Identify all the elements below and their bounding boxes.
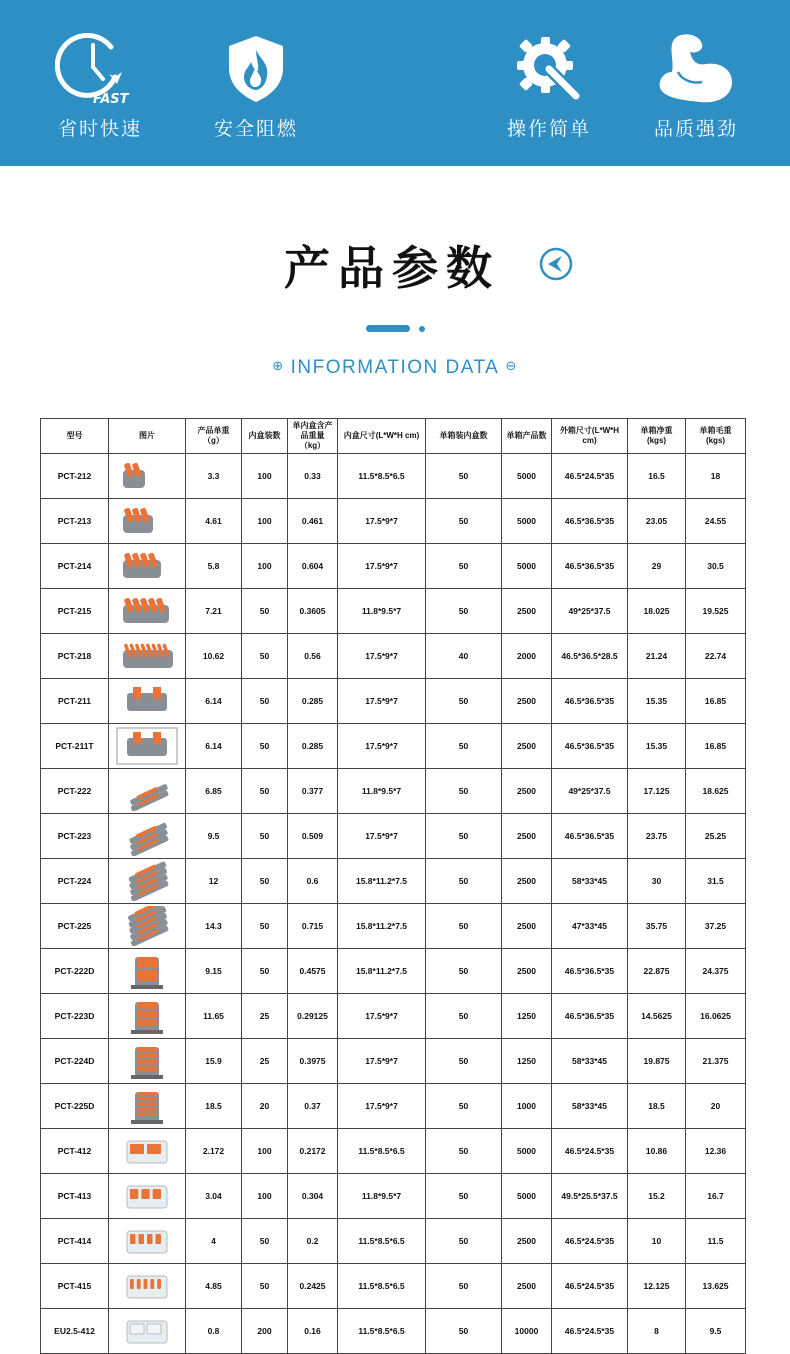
cell-gross: 22.74	[686, 634, 746, 679]
cell-carton-size: 47*33*45	[552, 904, 628, 949]
product-image	[109, 1309, 186, 1354]
subtitle-text: INFORMATION DATA	[290, 357, 500, 378]
cell-model: PCT-223	[41, 814, 109, 859]
cell-inner-weight: 0.33	[288, 454, 338, 499]
product-image	[109, 1084, 186, 1129]
cell-inner-qty: 100	[242, 1174, 288, 1219]
cell-boxes: 50	[426, 544, 502, 589]
table-row	[41, 679, 746, 724]
cell-inner-weight: 0.461	[288, 499, 338, 544]
cell-boxes: 50	[426, 949, 502, 994]
cell-boxes: 40	[426, 634, 502, 679]
cell-carton-size: 46.5*36.5*35	[552, 994, 628, 1039]
cell-model: EU2.5-412	[41, 1309, 109, 1354]
cell-carton-qty: 5000	[502, 544, 552, 589]
column-header: 产品单重 （g）	[186, 419, 242, 454]
product-image	[109, 544, 186, 589]
feature-fireproof	[196, 34, 316, 141]
cell-inner-size: 17.5*9*7	[338, 724, 426, 769]
cell-carton-qty: 2000	[502, 634, 552, 679]
cell-model: PCT-412	[41, 1129, 109, 1174]
cell-inner-qty: 50	[242, 724, 288, 769]
cell-net: 23.05	[628, 499, 686, 544]
cell-gross: 21.375	[686, 1039, 746, 1084]
table-row	[41, 994, 746, 1039]
cell-inner-qty: 50	[242, 904, 288, 949]
table-header-row	[41, 419, 746, 454]
table-row	[41, 1174, 746, 1219]
arrow-left-icon	[538, 246, 574, 282]
cell-gross: 30.5	[686, 544, 746, 589]
cell-model: PCT-414	[41, 1219, 109, 1264]
product-image	[109, 1129, 186, 1174]
cell-inner-size: 17.5*9*7	[338, 994, 426, 1039]
cell-inner-weight: 0.6	[288, 859, 338, 904]
cell-inner-size: 15.8*11.2*7.5	[338, 904, 426, 949]
column-header: 图片	[109, 419, 186, 454]
cell-model: PCT-222	[41, 769, 109, 814]
cell-carton-size: 46.5*36.5*28.5	[552, 634, 628, 679]
product-spec-table	[40, 418, 746, 1354]
cell-gross: 13.625	[686, 1264, 746, 1309]
cell-gross: 11.5	[686, 1219, 746, 1264]
cell-net: 15.2	[628, 1174, 686, 1219]
cell-boxes: 50	[426, 1174, 502, 1219]
cell-boxes: 50	[426, 1129, 502, 1174]
cell-weight: 5.8	[186, 544, 242, 589]
cell-inner-size: 11.5*8.5*6.5	[338, 1129, 426, 1174]
muscle-arm-icon	[636, 34, 756, 104]
cell-weight: 15.9	[186, 1039, 242, 1084]
cell-inner-weight: 0.715	[288, 904, 338, 949]
cell-gross: 24.55	[686, 499, 746, 544]
cell-carton-qty: 5000	[502, 499, 552, 544]
cell-inner-qty: 50	[242, 589, 288, 634]
divider-dot	[419, 326, 425, 332]
cell-model: PCT-222D	[41, 949, 109, 994]
table-row	[41, 1264, 746, 1309]
cell-weight: 0.8	[186, 1309, 242, 1354]
product-image	[109, 679, 186, 724]
cell-inner-qty: 20	[242, 1084, 288, 1129]
column-header: 单箱装内盒数	[426, 419, 502, 454]
cell-carton-size: 46.5*36.5*35	[552, 679, 628, 724]
product-image	[109, 1174, 186, 1219]
cell-inner-qty: 100	[242, 454, 288, 499]
cell-carton-qty: 2500	[502, 724, 552, 769]
cell-inner-size: 17.5*9*7	[338, 1039, 426, 1084]
cell-weight: 6.14	[186, 724, 242, 769]
cell-weight: 2.172	[186, 1129, 242, 1174]
cell-inner-qty: 100	[242, 1129, 288, 1174]
cell-carton-size: 49*25*37.5	[552, 769, 628, 814]
cell-gross: 16.85	[686, 724, 746, 769]
cell-boxes: 50	[426, 724, 502, 769]
cell-carton-qty: 2500	[502, 1264, 552, 1309]
product-image	[109, 634, 186, 679]
cell-weight: 9.15	[186, 949, 242, 994]
cell-carton-size: 46.5*36.5*35	[552, 499, 628, 544]
cell-boxes: 50	[426, 904, 502, 949]
table-row	[41, 454, 746, 499]
cell-gross: 31.5	[686, 859, 746, 904]
table-row	[41, 769, 746, 814]
cell-gross: 20	[686, 1084, 746, 1129]
feature-label: 安全阻燃	[213, 118, 298, 140]
cell-carton-size: 49*25*37.5	[552, 589, 628, 634]
cell-net: 19.875	[628, 1039, 686, 1084]
cell-boxes: 50	[426, 499, 502, 544]
cell-inner-weight: 0.29125	[288, 994, 338, 1039]
cell-boxes: 50	[426, 454, 502, 499]
cell-inner-weight: 0.37	[288, 1084, 338, 1129]
subtitle	[0, 357, 790, 379]
product-image	[109, 1219, 186, 1264]
cell-weight: 4.61	[186, 499, 242, 544]
table-row	[41, 724, 746, 769]
cell-weight: 6.14	[186, 679, 242, 724]
table-row	[41, 499, 746, 544]
cell-carton-qty: 2500	[502, 769, 552, 814]
cell-inner-qty: 50	[242, 634, 288, 679]
cell-inner-size: 17.5*9*7	[338, 634, 426, 679]
product-image	[109, 904, 186, 949]
cell-model: PCT-211T	[41, 724, 109, 769]
product-image	[109, 454, 186, 499]
column-header: 单箱毛重 (kgs)	[686, 419, 746, 454]
cell-inner-size: 17.5*9*7	[338, 679, 426, 724]
cell-net: 15.35	[628, 679, 686, 724]
column-header: 内盒装数	[242, 419, 288, 454]
cell-inner-qty: 50	[242, 1264, 288, 1309]
cell-carton-qty: 2500	[502, 949, 552, 994]
cell-carton-size: 46.5*36.5*35	[552, 544, 628, 589]
cell-inner-weight: 0.285	[288, 679, 338, 724]
cell-inner-weight: 0.509	[288, 814, 338, 859]
column-header: 单箱净重 (kgs)	[628, 419, 686, 454]
cell-inner-qty: 200	[242, 1309, 288, 1354]
cell-carton-size: 46.5*24.5*35	[552, 1309, 628, 1354]
svg-text:FAST: FAST	[93, 92, 129, 105]
product-image	[109, 859, 186, 904]
cell-net: 22.875	[628, 949, 686, 994]
feature-fast	[40, 34, 160, 141]
cell-net: 10	[628, 1219, 686, 1264]
table-row	[41, 949, 746, 994]
cell-weight: 18.5	[186, 1084, 242, 1129]
cell-gross: 18	[686, 454, 746, 499]
cell-carton-qty: 1250	[502, 994, 552, 1039]
cell-net: 35.75	[628, 904, 686, 949]
cell-gross: 18.625	[686, 769, 746, 814]
cell-model: PCT-413	[41, 1174, 109, 1219]
cell-gross: 16.7	[686, 1174, 746, 1219]
table-row	[41, 814, 746, 859]
cell-net: 18.5	[628, 1084, 686, 1129]
cell-boxes: 50	[426, 1219, 502, 1264]
cell-carton-qty: 2500	[502, 589, 552, 634]
column-header: 型号	[41, 419, 109, 454]
cell-carton-qty: 2500	[502, 859, 552, 904]
cell-carton-qty: 2500	[502, 1219, 552, 1264]
cell-inner-qty: 50	[242, 949, 288, 994]
cell-inner-qty: 100	[242, 499, 288, 544]
column-header: 单内盒含产品重量 （kg）	[288, 419, 338, 454]
cell-weight: 3.04	[186, 1174, 242, 1219]
cell-net: 8	[628, 1309, 686, 1354]
cell-inner-weight: 0.3975	[288, 1039, 338, 1084]
divider-bar	[366, 325, 410, 332]
table-row	[41, 904, 746, 949]
cell-inner-weight: 0.285	[288, 724, 338, 769]
cell-gross: 25.25	[686, 814, 746, 859]
cell-carton-size: 46.5*24.5*35	[552, 1129, 628, 1174]
table-row	[41, 544, 746, 589]
plus-circle-icon: ⊕	[272, 357, 285, 373]
cell-carton-qty: 5000	[502, 1174, 552, 1219]
cell-carton-size: 46.5*24.5*35	[552, 1264, 628, 1309]
cell-inner-qty: 50	[242, 859, 288, 904]
cell-weight: 14.3	[186, 904, 242, 949]
cell-model: PCT-223D	[41, 994, 109, 1039]
cell-carton-qty: 1000	[502, 1084, 552, 1129]
cell-inner-weight: 0.2425	[288, 1264, 338, 1309]
cell-inner-size: 11.8*9.5*7	[338, 589, 426, 634]
feature-quality	[636, 34, 756, 141]
cell-model: PCT-225D	[41, 1084, 109, 1129]
cell-inner-weight: 0.4575	[288, 949, 338, 994]
cell-weight: 4.85	[186, 1264, 242, 1309]
cell-carton-qty: 2500	[502, 679, 552, 724]
cell-carton-size: 46.5*36.5*35	[552, 814, 628, 859]
table-row	[41, 634, 746, 679]
cell-inner-size: 17.5*9*7	[338, 814, 426, 859]
feature-label: 省时快速	[57, 118, 142, 140]
cell-carton-size: 58*33*45	[552, 1084, 628, 1129]
cell-net: 10.86	[628, 1129, 686, 1174]
cell-weight: 3.3	[186, 454, 242, 499]
cell-gross: 12.36	[686, 1129, 746, 1174]
cell-boxes: 50	[426, 859, 502, 904]
cell-carton-qty: 2500	[502, 814, 552, 859]
wrench-gear-icon	[489, 34, 609, 104]
cell-model: PCT-212	[41, 454, 109, 499]
cell-inner-qty: 25	[242, 1039, 288, 1084]
cell-boxes: 50	[426, 679, 502, 724]
cell-inner-qty: 50	[242, 1219, 288, 1264]
cell-carton-size: 46.5*24.5*35	[552, 454, 628, 499]
cell-inner-weight: 0.377	[288, 769, 338, 814]
cell-model: PCT-415	[41, 1264, 109, 1309]
cell-model: PCT-224D	[41, 1039, 109, 1084]
cell-carton-qty: 2500	[502, 904, 552, 949]
table-row	[41, 1219, 746, 1264]
table-row	[41, 859, 746, 904]
cell-carton-qty: 1250	[502, 1039, 552, 1084]
table-row	[41, 1309, 746, 1354]
cell-net: 15.35	[628, 724, 686, 769]
cell-net: 21.24	[628, 634, 686, 679]
cell-inner-size: 15.8*11.2*7.5	[338, 859, 426, 904]
column-header: 外箱尺寸(L*W*H cm)	[552, 419, 628, 454]
cell-boxes: 50	[426, 994, 502, 1039]
table-row	[41, 1129, 746, 1174]
cell-net: 30	[628, 859, 686, 904]
cell-carton-qty: 10000	[502, 1309, 552, 1354]
column-header: 内盒尺寸(L*W*H cm)	[338, 419, 426, 454]
cell-gross: 16.85	[686, 679, 746, 724]
cell-inner-weight: 0.604	[288, 544, 338, 589]
column-header: 单箱产品数	[502, 419, 552, 454]
cell-inner-qty: 25	[242, 994, 288, 1039]
cell-boxes: 50	[426, 769, 502, 814]
cell-inner-qty: 100	[242, 544, 288, 589]
cell-inner-weight: 0.2	[288, 1219, 338, 1264]
cell-inner-weight: 0.304	[288, 1174, 338, 1219]
cell-inner-size: 15.8*11.2*7.5	[338, 949, 426, 994]
cell-inner-qty: 50	[242, 814, 288, 859]
cell-inner-weight: 0.3605	[288, 589, 338, 634]
cell-carton-size: 58*33*45	[552, 859, 628, 904]
product-image	[109, 994, 186, 1039]
cell-weight: 11.65	[186, 994, 242, 1039]
cell-net: 18.025	[628, 589, 686, 634]
cell-gross: 9.5	[686, 1309, 746, 1354]
cell-carton-qty: 5000	[502, 454, 552, 499]
table-row	[41, 1039, 746, 1084]
cell-inner-size: 11.8*9.5*7	[338, 769, 426, 814]
cell-boxes: 50	[426, 1084, 502, 1129]
cell-net: 29	[628, 544, 686, 589]
cell-weight: 7.21	[186, 589, 242, 634]
cell-net: 23.75	[628, 814, 686, 859]
product-image	[109, 499, 186, 544]
cell-carton-size: 49.5*25.5*37.5	[552, 1174, 628, 1219]
cell-inner-size: 17.5*9*7	[338, 499, 426, 544]
cell-inner-weight: 0.16	[288, 1309, 338, 1354]
clock-fast-icon	[40, 34, 160, 104]
product-image	[109, 1039, 186, 1084]
feature-banner	[0, 0, 790, 166]
cell-model: PCT-215	[41, 589, 109, 634]
cell-boxes: 50	[426, 814, 502, 859]
cell-model: PCT-214	[41, 544, 109, 589]
cell-inner-qty: 50	[242, 769, 288, 814]
product-image	[109, 769, 186, 814]
cell-inner-size: 17.5*9*7	[338, 1084, 426, 1129]
product-image	[109, 814, 186, 859]
cell-weight: 10.62	[186, 634, 242, 679]
cell-gross: 37.25	[686, 904, 746, 949]
cell-net: 17.125	[628, 769, 686, 814]
product-image	[109, 724, 186, 769]
cell-boxes: 50	[426, 1039, 502, 1084]
cell-model: PCT-224	[41, 859, 109, 904]
cell-boxes: 50	[426, 589, 502, 634]
flame-shield-icon	[196, 34, 316, 104]
feature-easy	[489, 34, 609, 141]
product-image	[109, 589, 186, 634]
cell-boxes: 50	[426, 1264, 502, 1309]
cell-inner-size: 11.8*9.5*7	[338, 1174, 426, 1219]
cell-boxes: 50	[426, 1309, 502, 1354]
cell-model: PCT-213	[41, 499, 109, 544]
cell-inner-size: 11.5*8.5*6.5	[338, 1309, 426, 1354]
cell-net: 14.5625	[628, 994, 686, 1039]
table-row	[41, 1084, 746, 1129]
cell-carton-size: 58*33*45	[552, 1039, 628, 1084]
cell-weight: 9.5	[186, 814, 242, 859]
cell-carton-size: 46.5*36.5*35	[552, 949, 628, 994]
cell-inner-size: 17.5*9*7	[338, 544, 426, 589]
cell-carton-qty: 5000	[502, 1129, 552, 1174]
page-title: 产品参数	[284, 241, 500, 295]
table-row	[41, 589, 746, 634]
cell-inner-size: 11.5*8.5*6.5	[338, 1219, 426, 1264]
minus-circle-icon: ⊖	[505, 357, 518, 373]
cell-inner-size: 11.5*8.5*6.5	[338, 1264, 426, 1309]
cell-net: 12.125	[628, 1264, 686, 1309]
cell-model: PCT-218	[41, 634, 109, 679]
product-image	[109, 1264, 186, 1309]
cell-model: PCT-225	[41, 904, 109, 949]
cell-inner-weight: 0.2172	[288, 1129, 338, 1174]
cell-carton-size: 46.5*36.5*35	[552, 724, 628, 769]
cell-gross: 24.375	[686, 949, 746, 994]
cell-inner-qty: 50	[242, 679, 288, 724]
cell-gross: 19.525	[686, 589, 746, 634]
cell-inner-weight: 0.56	[288, 634, 338, 679]
cell-carton-size: 46.5*24.5*35	[552, 1219, 628, 1264]
cell-inner-size: 11.5*8.5*6.5	[338, 454, 426, 499]
cell-weight: 6.85	[186, 769, 242, 814]
cell-model: PCT-211	[41, 679, 109, 724]
section-header	[0, 232, 790, 302]
cell-gross: 16.0625	[686, 994, 746, 1039]
cell-weight: 12	[186, 859, 242, 904]
product-image	[109, 949, 186, 994]
feature-label: 品质强劲	[653, 118, 738, 140]
cell-net: 16.5	[628, 454, 686, 499]
cell-weight: 4	[186, 1219, 242, 1264]
feature-label: 操作简单	[506, 118, 591, 140]
